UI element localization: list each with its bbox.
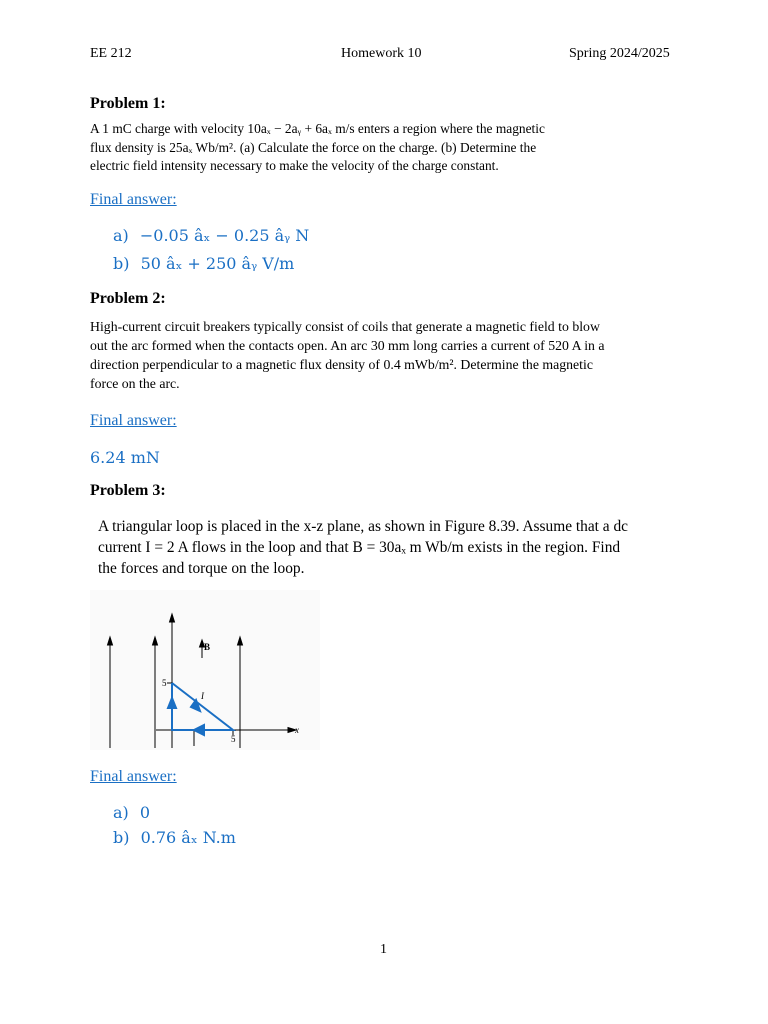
problem-1-final-answer-label: Final answer: (90, 191, 177, 208)
statement-line: direction perpendicular to a magnetic flux density of 0.4 mWb/m². Determine the magnetic (90, 357, 593, 372)
problem-3-statement (98, 516, 698, 579)
problem-3-final-answer-label: Final answer: (90, 768, 177, 785)
problem-1-answer-b (113, 254, 294, 273)
problem-2-statement (90, 317, 665, 393)
problem-1-answer-a (113, 226, 309, 245)
statement-line: out the arc formed when the contacts open. An arc 30 mm long carries a current of 520 A in a (90, 338, 605, 353)
answer-text: 0.76 âₓ N.m (140, 828, 236, 847)
problem-2-title: Problem 2: (90, 290, 166, 307)
answer-label: b) (113, 828, 130, 847)
statement-line: force on the arc. (90, 376, 180, 391)
answer-label: a) (113, 226, 129, 245)
problem-2-final-answer-label: Final answer: (90, 412, 177, 429)
statement-line: A triangular loop is placed in the x-z plane, as shown in Figure 8.39. Assume that a dc (98, 518, 629, 535)
statement-line: flux density is 25aₓ Wb/m². (a) Calculate the force on the charge. (b) Determine the (90, 139, 537, 155)
label-5-z: 5 (162, 678, 167, 688)
header-term: Spring 2024/2025 (569, 46, 670, 61)
statement-line: the forces and torque on the loop. (98, 560, 305, 577)
problem-3-title: Problem 3: (90, 482, 166, 499)
statement-line: current I = 2 A flows in the loop and that B = 30aₓ m Wb/m exists in the region. Find (98, 539, 621, 556)
label-b: B (204, 642, 211, 652)
statement-line: High-current circuit breakers typically consist of coils that generate a magnetic field to blow (90, 319, 600, 334)
problem-3-answer-b (113, 828, 236, 847)
answer-text: −0.05 âₓ − 0.25 âᵧ N (139, 226, 310, 245)
answer-label: a) (113, 803, 129, 822)
problem-2-answer: 6.24 mN (90, 448, 160, 467)
answer-text: 50 âₓ + 250 âᵧ V/m (140, 254, 295, 273)
triangular-loop-figure (90, 590, 320, 750)
problem-1-statement (90, 120, 630, 176)
problem-1-title: Problem 1: (90, 95, 166, 112)
statement-line: A 1 mC charge with velocity 10aₓ − 2aᵧ + 6aₓ m/s enters a region where the magnetic (90, 121, 545, 136)
label-x: x (295, 725, 299, 735)
answer-text: 0 (139, 803, 151, 822)
problem-3-answer-a (113, 803, 150, 822)
header-course: EE 212 (90, 46, 132, 61)
header-title: Homework 10 (341, 46, 422, 61)
page-number: 1 (380, 942, 387, 957)
label-i: I (201, 691, 204, 701)
label-5-x: 5 (231, 734, 236, 744)
statement-line: electric field intensity necessary to make the velocity of the charge constant. (90, 158, 499, 173)
answer-label: b) (113, 254, 130, 273)
